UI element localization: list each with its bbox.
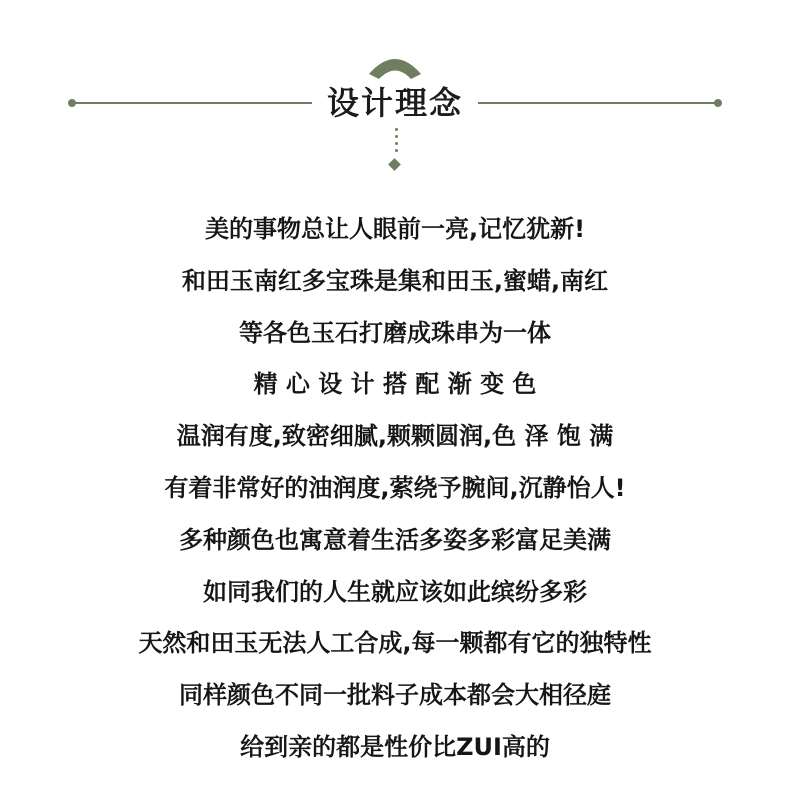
text-line: 美的事物总让人眼前一亮,记忆犹新! — [204, 215, 586, 243]
diamond-icon — [388, 158, 401, 171]
text-line: 有着非常好的油润度,萦绕予腕间,沉静怡人! — [164, 473, 626, 502]
text-line: 如同我们的人生就应该如此缤纷多彩 — [203, 577, 587, 606]
text-line: 等各色玉石打磨成珠串为一体 — [239, 318, 551, 347]
fan-icon — [365, 52, 425, 80]
rule-dot-right — [714, 99, 722, 107]
rule-line-left — [72, 102, 312, 104]
text-line: 精 心 设 计 搭 配 渐 变 色 — [253, 370, 537, 399]
text-line: 给到亲的都是性价比ZUI高的 — [240, 732, 550, 761]
text-line: 同样颜色不同一批料子成本都会大相径庭 — [179, 681, 611, 710]
text-line: 温润有度,致密细腻,颗颗圆润,色 泽 饱 满 — [176, 422, 614, 451]
section-header — [0, 0, 790, 180]
description-text — [0, 207, 790, 777]
vertical-dots — [394, 128, 398, 158]
text-line: 和田玉南红多宝珠是集和田玉,蜜蜡,南红 — [181, 266, 609, 295]
section-title: 设计理念 — [326, 84, 463, 122]
rule-line-right — [478, 102, 718, 104]
text-line: 多种颜色也寓意着生活多姿多彩富足美满 — [179, 525, 611, 554]
text-line: 天然和田玉无法人工合成,每一颗都有它的独特性 — [138, 629, 652, 658]
